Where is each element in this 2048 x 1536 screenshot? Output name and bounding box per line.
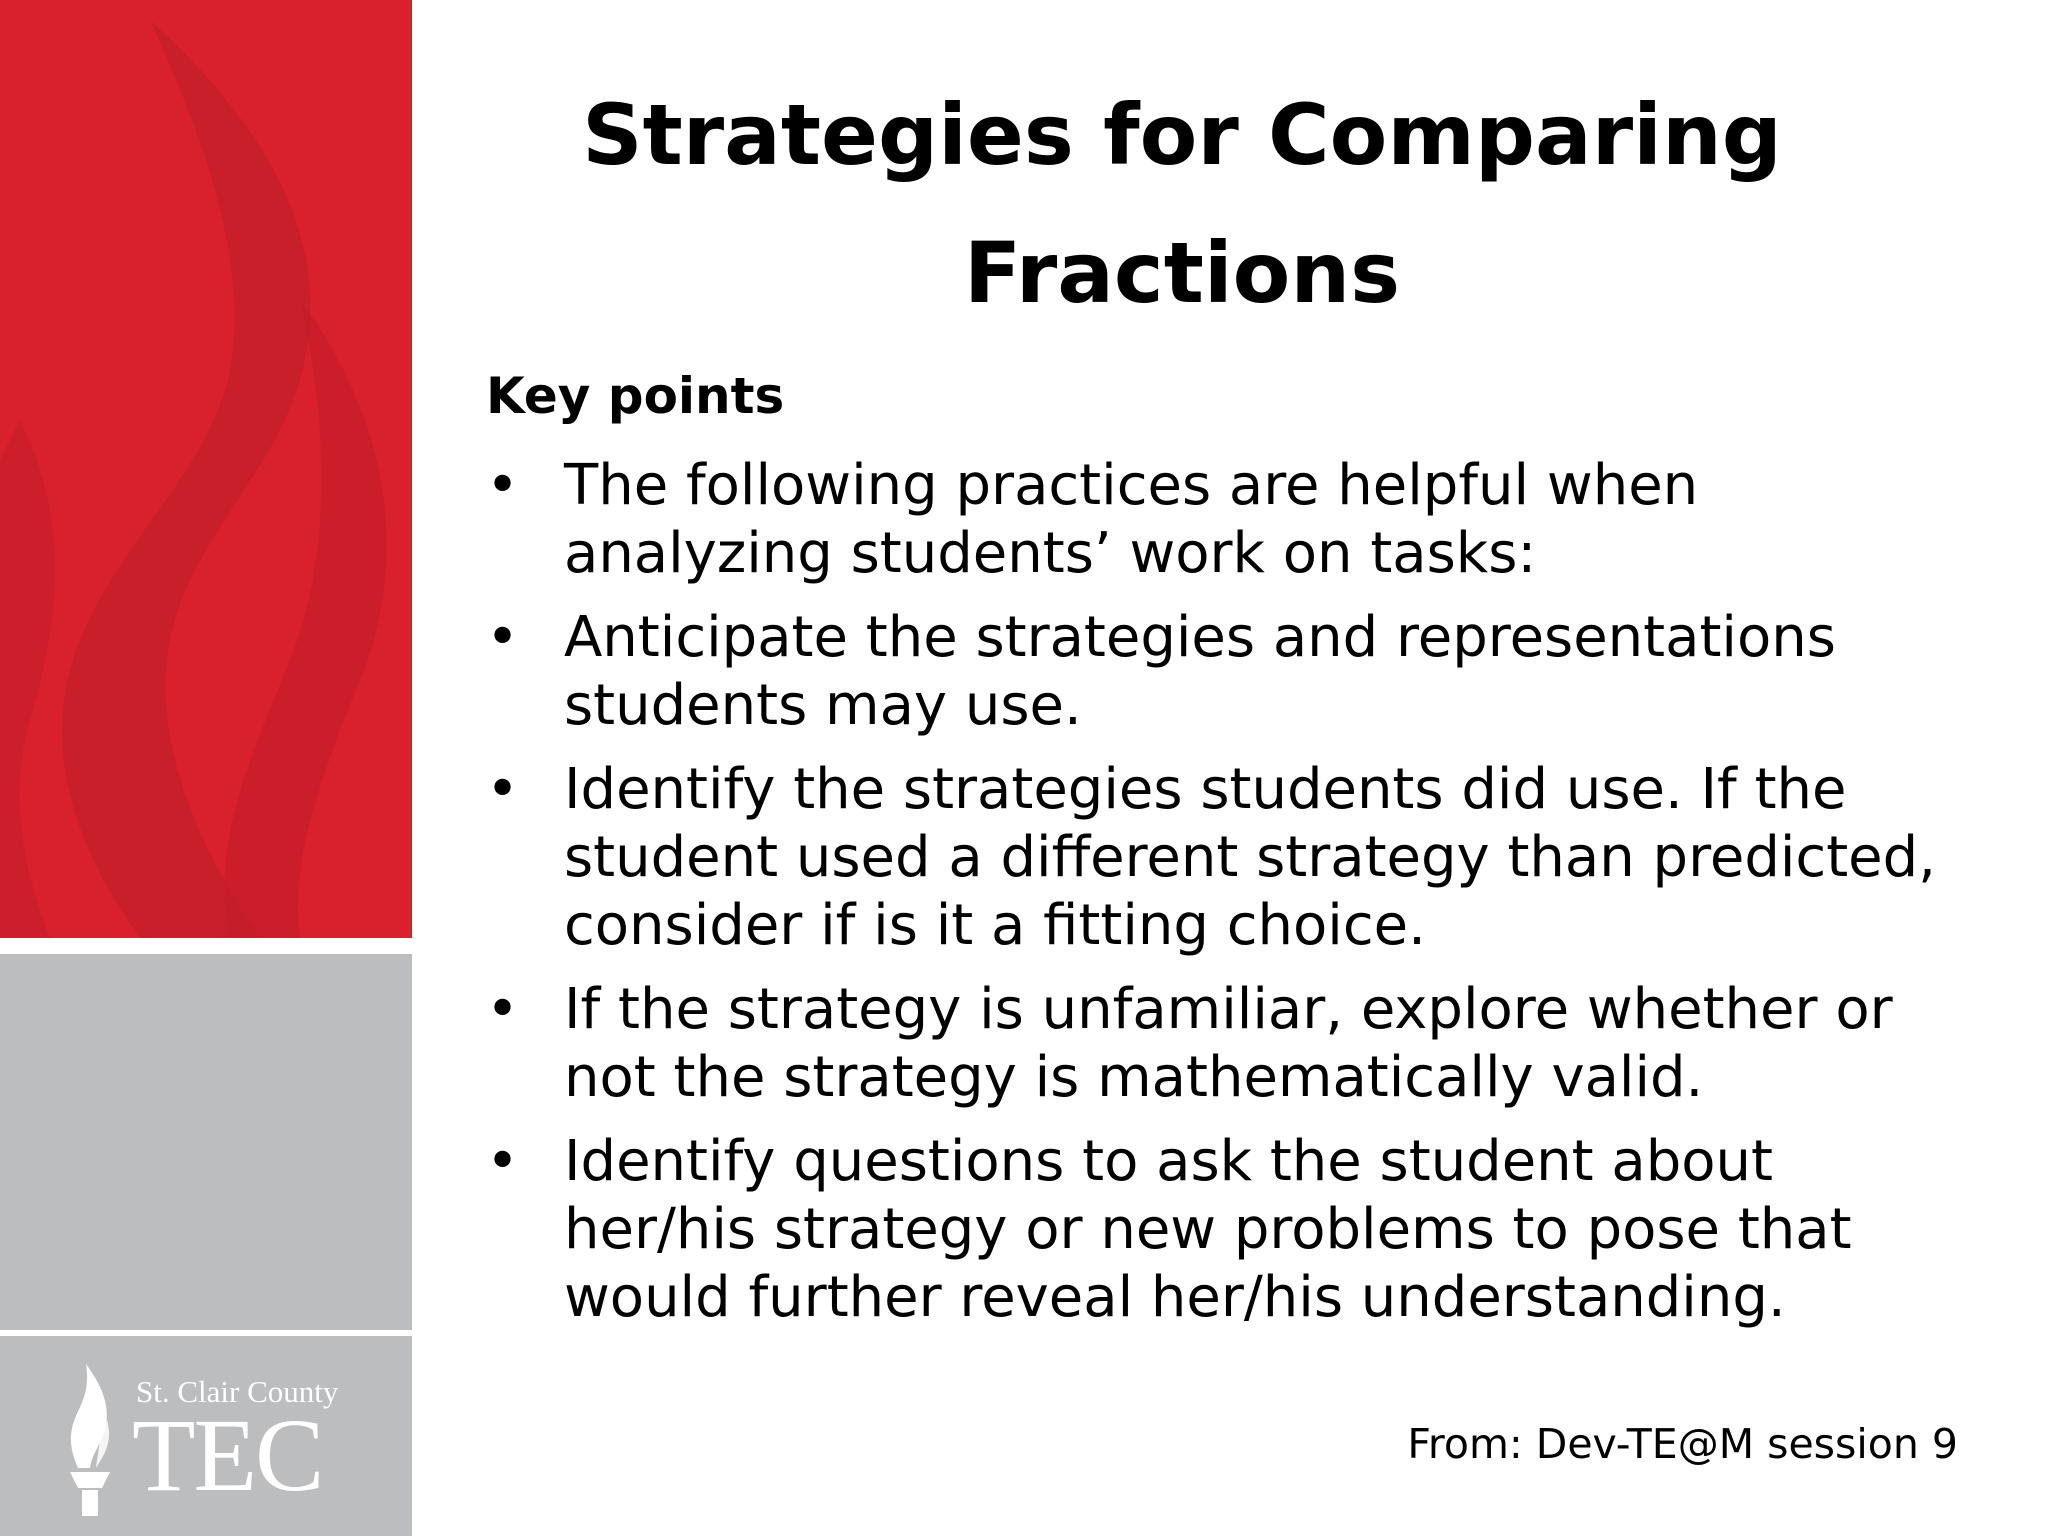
bullet-icon: • — [486, 757, 520, 822]
sidebar — [0, 0, 412, 1536]
bullet-text: The following practices are helpful when analyzing students’ work on tasks: — [564, 453, 1699, 586]
list-item — [486, 976, 1966, 1112]
bullet-icon: • — [486, 1129, 520, 1194]
key-points-heading: Key points — [486, 367, 785, 425]
source-citation: From: Dev-TE@M session 9 — [1407, 1420, 1958, 1468]
bullet-text: Identify the strategies students did use. If the student used a different strategy than predicted, consider if is it a fitting choice. — [564, 757, 1936, 958]
sidebar-divider — [0, 1330, 412, 1336]
list-item — [486, 1128, 1966, 1332]
bullet-list — [486, 452, 1966, 1348]
list-item — [486, 452, 1966, 588]
slide-content — [412, 0, 2048, 1536]
flame-decoration-icon — [0, 0, 412, 938]
bullet-icon: • — [486, 453, 520, 518]
slide-title: Strategies for Comparing Fractions — [582, 86, 1782, 322]
list-item — [486, 604, 1966, 740]
logo-name: TEC — [132, 1398, 323, 1513]
sidebar-red-panel — [0, 0, 412, 938]
bullet-text: Identify questions to ask the student about her/his strategy or new problems to pose that would further reveal her/his understanding. — [564, 1129, 1852, 1330]
bullet-text: If the strategy is unfamiliar, explore whether or not the strategy is mathematically valid. — [564, 977, 1893, 1110]
logo-subtitle: St. Clair County — [136, 1374, 339, 1409]
tec-logo — [52, 1360, 372, 1520]
list-item — [486, 756, 1966, 960]
bullet-text: Anticipate the strategies and representations students may use. — [564, 605, 1836, 738]
torch-flame-icon — [52, 1360, 132, 1520]
bullet-icon: • — [486, 605, 520, 670]
bullet-icon: • — [486, 977, 520, 1042]
